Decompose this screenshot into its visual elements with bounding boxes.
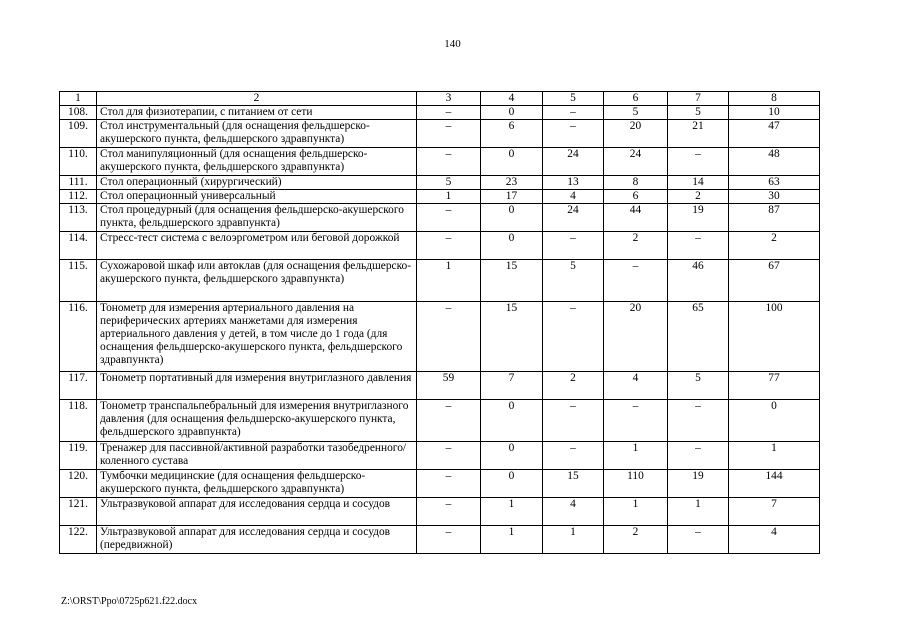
file-path-footer: Z:\ORST\Ppo\0725p621.f22.docx [61,596,198,607]
row-number-cell: 118. [60,400,97,442]
value-cell: 0 [481,400,543,442]
value-cell: 59 [417,372,481,400]
equipment-name-cell: Стол инструментальный (для оснащения фельдшерско-акушерского пункта, фельдшерского здравпункта) [97,120,417,148]
value-cell: 8 [604,176,668,190]
value-cell: – [417,148,481,176]
value-cell: 15 [481,302,543,372]
value-cell: 0 [481,470,543,498]
row-number-cell: 112. [60,190,97,204]
value-cell: 1 [668,498,729,526]
equipment-name-cell: Тонометр транспальпебральный для измерения внутриглазного давления (для оснащения фельдшерско-акушерского пункта, фельдшерского здравпункта) [97,400,417,442]
value-cell: 4 [543,190,604,204]
equipment-name-cell: Тумбочки медицинские (для оснащения фельдшерско-акушерского пункта, фельдшерского здравпункта) [97,470,417,498]
value-cell: 6 [481,120,543,148]
value-cell: 144 [729,470,820,498]
value-cell: – [417,442,481,470]
table-row [60,148,820,176]
value-cell: 46 [668,260,729,302]
table-row [60,470,820,498]
table-row [60,190,820,204]
table-row [60,120,820,148]
table-row [60,232,820,260]
row-number-cell: 117. [60,372,97,400]
value-cell: 19 [668,470,729,498]
table-row [60,260,820,302]
value-cell: – [668,526,729,554]
value-cell: – [417,204,481,232]
header-cell: 5 [543,92,604,106]
value-cell: 0 [481,148,543,176]
table-header-row [60,92,820,106]
value-cell: – [604,260,668,302]
value-cell: 0 [481,204,543,232]
value-cell: – [668,400,729,442]
value-cell: 0 [729,400,820,442]
value-cell: 63 [729,176,820,190]
value-cell: 1 [604,442,668,470]
value-cell: 2 [604,526,668,554]
value-cell: 1 [729,442,820,470]
table-row [60,106,820,120]
value-cell: – [668,232,729,260]
value-cell: – [417,120,481,148]
equipment-name-cell: Сухожаровой шкаф или автоклав (для оснащения фельдшерско-акушерского пункта, фельдшерского здравпункта) [97,260,417,302]
value-cell: 21 [668,120,729,148]
value-cell: 100 [729,302,820,372]
table-row [60,372,820,400]
value-cell: 6 [604,190,668,204]
value-cell: 24 [543,204,604,232]
table-row [60,400,820,442]
value-cell: 1 [417,260,481,302]
page-number: 140 [444,38,461,50]
value-cell: 5 [604,106,668,120]
row-number-cell: 111. [60,176,97,190]
equipment-name-cell: Стол манипуляционный (для оснащения фельдшерско-акушерского пункта, фельдшерского здравпункта) [97,148,417,176]
header-cell: 3 [417,92,481,106]
value-cell: – [543,442,604,470]
row-number-cell: 115. [60,260,97,302]
table-row [60,302,820,372]
value-cell: 0 [481,442,543,470]
row-number-cell: 110. [60,148,97,176]
value-cell: 0 [481,106,543,120]
value-cell: 13 [543,176,604,190]
value-cell: 7 [729,498,820,526]
value-cell: 4 [543,498,604,526]
value-cell: 10 [729,106,820,120]
row-number-cell: 109. [60,120,97,148]
value-cell: 15 [543,470,604,498]
equipment-name-cell: Ультразвуковой аппарат для исследования сердца и сосудов [97,498,417,526]
equipment-name-cell: Тонометр портативный для измерения внутриглазного давления [97,372,417,400]
value-cell: 5 [668,372,729,400]
value-cell: 30 [729,190,820,204]
value-cell: 24 [604,148,668,176]
value-cell: 14 [668,176,729,190]
value-cell: 19 [668,204,729,232]
value-cell: – [417,232,481,260]
row-number-cell: 113. [60,204,97,232]
value-cell: 1 [481,526,543,554]
row-number-cell: 108. [60,106,97,120]
value-cell: 2 [668,190,729,204]
row-number-cell: 114. [60,232,97,260]
row-number-cell: 122. [60,526,97,554]
value-cell: 24 [543,148,604,176]
value-cell: 48 [729,148,820,176]
value-cell: 67 [729,260,820,302]
value-cell: 23 [481,176,543,190]
header-cell: 8 [729,92,820,106]
value-cell: 2 [543,372,604,400]
value-cell: – [417,400,481,442]
row-number-cell: 116. [60,302,97,372]
equipment-name-cell: Стол операционный универсальный [97,190,417,204]
value-cell: 1 [417,190,481,204]
header-cell: 6 [604,92,668,106]
equipment-name-cell: Тонометр для измерения артериального давления на периферических артериях манжетами для измерения артериального давления у детей, в том числе до 1 года (для оснащения фельдшерско-акушерского пункта, фельдшерского здравпункта) [97,302,417,372]
row-number-cell: 120. [60,470,97,498]
equipment-name-cell: Стол операционный (хирургический) [97,176,417,190]
header-cell: 2 [97,92,417,106]
value-cell: 77 [729,372,820,400]
value-cell: 2 [729,232,820,260]
value-cell: 1 [481,498,543,526]
value-cell: – [417,106,481,120]
value-cell: 0 [481,232,543,260]
value-cell: 20 [604,120,668,148]
value-cell: – [668,442,729,470]
equipment-name-cell: Стол для физиотерапии, с питанием от сети [97,106,417,120]
row-number-cell: 119. [60,442,97,470]
value-cell: – [668,148,729,176]
row-number-cell: 121. [60,498,97,526]
equipment-name-cell: Стол процедурный (для оснащения фельдшерско-акушерского пункта, фельдшерского здравпункта) [97,204,417,232]
value-cell: – [543,106,604,120]
value-cell: – [543,400,604,442]
value-cell: 20 [604,302,668,372]
value-cell: 4 [604,372,668,400]
equipment-name-cell: Ультразвуковой аппарат для исследования сердца и сосудов (передвижной) [97,526,417,554]
value-cell: – [417,498,481,526]
value-cell: 5 [417,176,481,190]
value-cell: 2 [604,232,668,260]
table-row [60,176,820,190]
value-cell: 1 [543,526,604,554]
value-cell: 110 [604,470,668,498]
equipment-name-cell: Тренажер для пассивной/активной разработки тазобедренного/коленного сустава [97,442,417,470]
equipment-table [59,91,820,554]
value-cell: – [543,302,604,372]
value-cell: – [417,470,481,498]
table-row [60,442,820,470]
value-cell: – [417,302,481,372]
table-row [60,526,820,554]
value-cell: 44 [604,204,668,232]
value-cell: – [417,526,481,554]
value-cell: – [604,400,668,442]
equipment-name-cell: Стресс-тест система с велоэргометром или беговой дорожкой [97,232,417,260]
header-cell: 1 [60,92,97,106]
header-cell: 7 [668,92,729,106]
value-cell: 47 [729,120,820,148]
value-cell: 65 [668,302,729,372]
value-cell: 17 [481,190,543,204]
value-cell: 15 [481,260,543,302]
table-row [60,498,820,526]
value-cell: – [543,232,604,260]
value-cell: 4 [729,526,820,554]
value-cell: 87 [729,204,820,232]
value-cell: 5 [668,106,729,120]
value-cell: 7 [481,372,543,400]
value-cell: 1 [604,498,668,526]
header-cell: 4 [481,92,543,106]
table-row [60,204,820,232]
value-cell: 5 [543,260,604,302]
value-cell: – [543,120,604,148]
